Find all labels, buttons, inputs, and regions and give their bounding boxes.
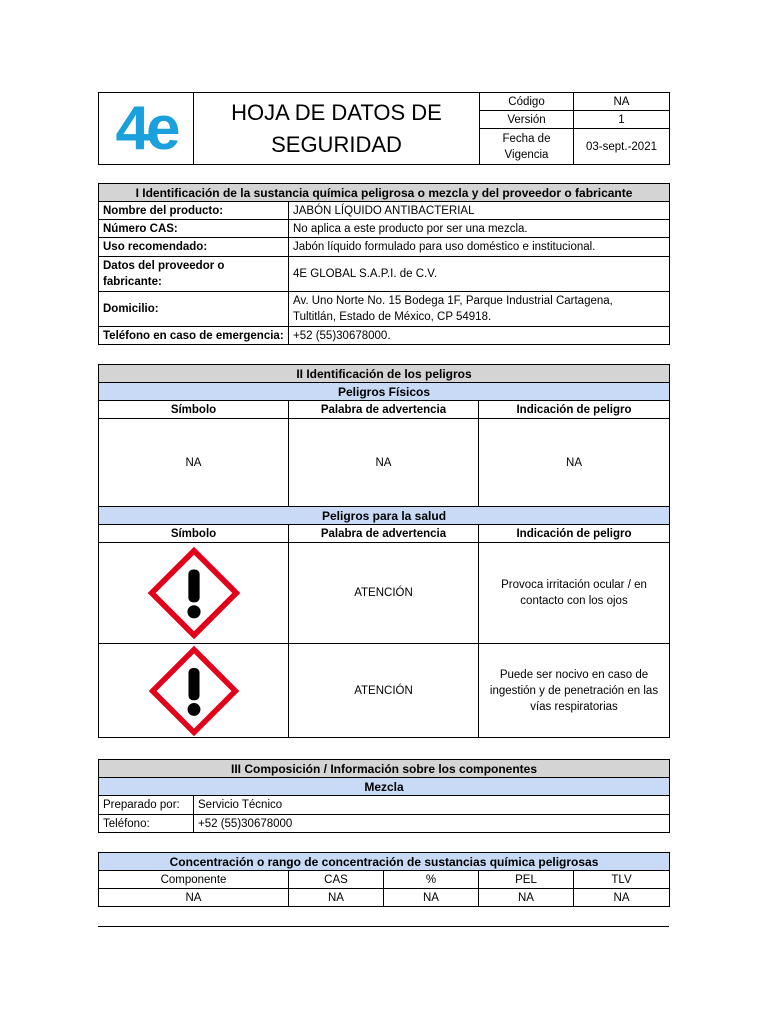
table-cell: NA bbox=[289, 889, 384, 907]
codigo-value: NA bbox=[574, 93, 670, 111]
salud-indication-line2: contacto con los ojos bbox=[520, 595, 628, 607]
exclamation-pictogram-icon bbox=[148, 645, 240, 737]
proveedor-value: 4E GLOBAL S.A.P.I. de C.V. bbox=[289, 257, 670, 292]
col-pel: PEL bbox=[479, 871, 574, 889]
header-table bbox=[98, 92, 670, 165]
fecha-label bbox=[480, 129, 574, 165]
emergency-phone-value: +52 (55)30678000. bbox=[289, 327, 670, 345]
company-logo bbox=[111, 97, 181, 155]
version-value: 1 bbox=[574, 111, 670, 129]
table-cell: NA bbox=[574, 889, 670, 907]
telefono-value: +52 (55)30678000 bbox=[194, 815, 670, 833]
col-cas: CAS bbox=[289, 871, 384, 889]
version-label: Versión bbox=[480, 111, 574, 129]
fisicos-col-indication: Indicación de peligro bbox=[479, 401, 670, 419]
proveedor-label bbox=[99, 257, 289, 292]
salud-symbol-cell bbox=[99, 543, 289, 644]
footer-divider bbox=[98, 926, 669, 927]
uso-label: Uso recomendado: bbox=[99, 238, 289, 257]
salud-indication-line1: Provoca irritación ocular / en bbox=[501, 579, 647, 591]
logo-cell bbox=[99, 93, 194, 165]
col-tlv: TLV bbox=[574, 871, 670, 889]
salud-col-word: Palabra de advertencia bbox=[289, 525, 479, 543]
table-cell: NA bbox=[99, 889, 289, 907]
section3-title: III Composición / Información sobre los componentes bbox=[99, 760, 670, 778]
salud-col-indication: Indicación de peligro bbox=[479, 525, 670, 543]
salud-word-value: ATENCIÓN bbox=[289, 543, 479, 644]
codigo-label: Código bbox=[480, 93, 574, 111]
fisicos-word-value: NA bbox=[289, 419, 479, 507]
document-title bbox=[194, 93, 480, 165]
uso-value: Jabón líquido formulado para uso doméstico e institucional. bbox=[289, 238, 670, 257]
preparado-label: Preparado por: bbox=[99, 796, 194, 815]
exclamation-pictogram-icon bbox=[147, 546, 241, 640]
fisicos-indication-value: NA bbox=[479, 419, 670, 507]
salud-indication-value bbox=[479, 543, 670, 644]
proveedor-label-line2: fabricante: bbox=[103, 276, 162, 288]
cas-value: No aplica a este producto por ser una mezcla. bbox=[289, 220, 670, 238]
salud-symbol-cell bbox=[99, 644, 289, 738]
salud-title: Peligros para la salud bbox=[99, 507, 670, 525]
section3-table bbox=[98, 759, 670, 833]
logo-text: 4e bbox=[115, 97, 177, 155]
title-line2: SEGURIDAD bbox=[271, 131, 402, 157]
domicilio-line1: Av. Uno Norte No. 15 Bodega 1F, Parque Industrial Cartagena, bbox=[293, 295, 613, 307]
salud-indication-line1: Puede ser nocivo en caso de bbox=[499, 668, 649, 681]
salud-indication-line2: ingestión y de penetración en las bbox=[489, 684, 659, 697]
fisicos-col-word: Palabra de advertencia bbox=[289, 401, 479, 419]
table-cell: NA bbox=[384, 889, 479, 907]
salud-indication-value bbox=[479, 644, 670, 738]
salud-word-value: ATENCIÓN bbox=[289, 644, 479, 738]
section1-table bbox=[98, 183, 670, 345]
emergency-phone-label: Teléfono en caso de emergencia: bbox=[99, 327, 289, 345]
product-name-value: JABÓN LÍQUIDO ANTIBACTERIAL bbox=[289, 202, 670, 220]
fecha-label-line1: Fecha de bbox=[502, 132, 551, 145]
section2-table bbox=[98, 364, 670, 738]
salud-col-symbol: Símbolo bbox=[99, 525, 289, 543]
fisicos-symbol-value: NA bbox=[99, 419, 289, 507]
fisicos-col-symbol: Símbolo bbox=[99, 401, 289, 419]
proveedor-label-line1: Datos del proveedor o bbox=[103, 260, 225, 272]
product-name-label: Nombre del producto: bbox=[99, 202, 289, 220]
telefono-label: Teléfono: bbox=[99, 815, 194, 833]
section3-subtitle: Mezcla bbox=[99, 778, 670, 796]
section4-title: Concentración o rango de concentración de sustancias química peligrosas bbox=[99, 853, 670, 871]
salud-indication-line3: vías respiratorias bbox=[530, 700, 618, 713]
title-line1: HOJA DE DATOS DE bbox=[231, 99, 442, 125]
cas-label: Número CAS: bbox=[99, 220, 289, 238]
domicilio-value bbox=[289, 292, 670, 327]
domicilio-line2: Tultitlán, Estado de México, CP 54918. bbox=[293, 311, 492, 323]
fecha-value: 03-sept.-2021 bbox=[574, 129, 670, 165]
section4-table bbox=[98, 852, 670, 907]
preparado-value: Servicio Técnico bbox=[194, 796, 670, 815]
fecha-label-line2: Vigencia bbox=[504, 148, 549, 161]
domicilio-label: Domicilio: bbox=[99, 292, 289, 327]
table-cell: NA bbox=[479, 889, 574, 907]
col-percent: % bbox=[384, 871, 479, 889]
col-componente: Componente bbox=[99, 871, 289, 889]
fisicos-title: Peligros Físicos bbox=[99, 383, 670, 401]
section2-title: II Identificación de los peligros bbox=[99, 365, 670, 383]
section1-title: I Identificación de la sustancia química peligrosa o mezcla y del proveedor o fabricante bbox=[99, 184, 670, 202]
